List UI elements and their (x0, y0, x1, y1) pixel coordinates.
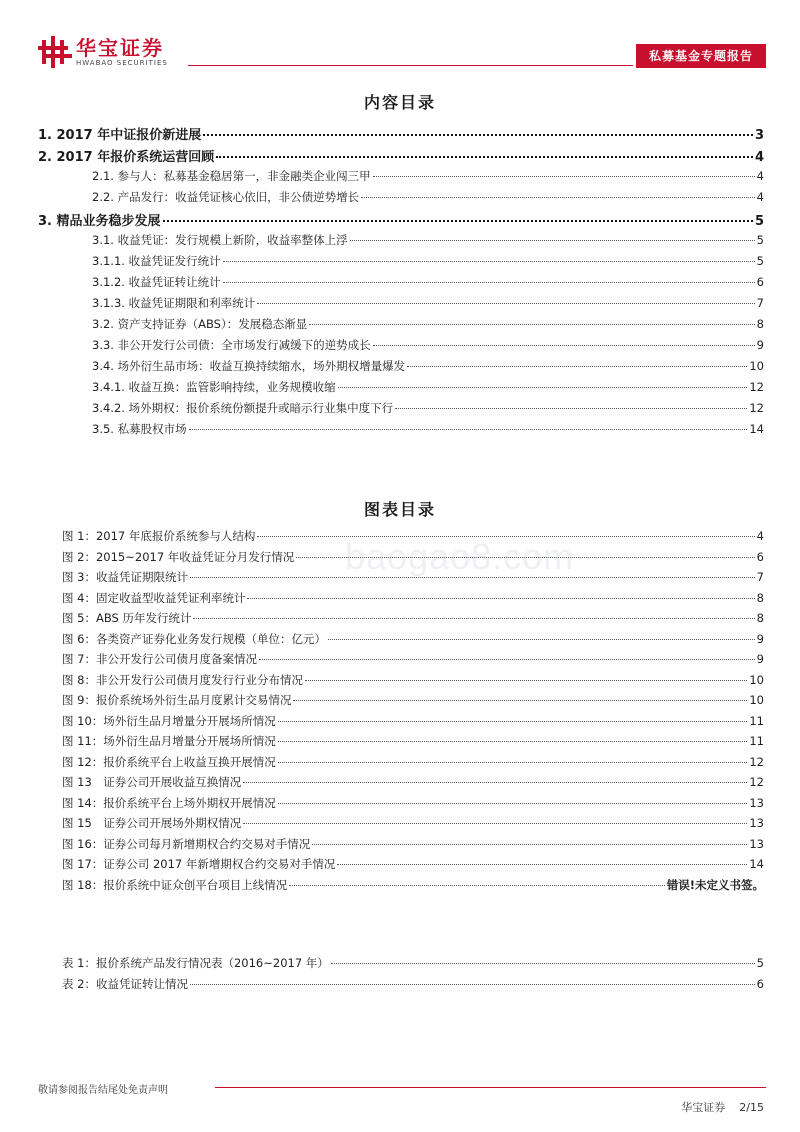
entry-page-number: 9 (756, 338, 764, 352)
entry-page-number: 12 (749, 775, 764, 789)
toc-entry[interactable] (38, 124, 764, 146)
page-header (38, 34, 766, 74)
entry-title: 3.1.3. 收益凭证期限和利率统计 (92, 296, 256, 310)
report-type-tag: 私募基金专题报告 (636, 44, 766, 68)
leader-dots (337, 863, 747, 865)
leader-dots (328, 638, 755, 640)
company-logo (38, 34, 168, 70)
figure-entry[interactable] (38, 795, 764, 816)
entry-page-number: 6 (756, 275, 764, 289)
entry-page-number: 9 (756, 631, 764, 646)
entry-page-number: 4 (756, 529, 764, 543)
entry-title: 图 7：非公开发行公司债月度备案情况 (62, 652, 257, 666)
entry-page-number: 3 (754, 128, 764, 143)
entry-page-number: 8 (756, 317, 764, 331)
entry-title: 图 2：2015~2017 年收益凭证分月发行情况 (62, 549, 295, 564)
entry-title: 3.1.1. 收益凭证发行统计 (92, 254, 221, 268)
figure-entry[interactable] (38, 651, 764, 672)
entry-page-number: 14 (749, 857, 764, 871)
leader-dots (278, 720, 748, 722)
entry-page-number: 8 (756, 611, 764, 625)
figures-title: 图表目录 (363, 500, 436, 519)
entry-page-number: 14 (749, 422, 764, 436)
leader-dots (189, 428, 748, 430)
entry-page-number: 4 (756, 190, 764, 204)
entry-title: 图 9：报价系统场外衍生品月度累计交易情况 (62, 693, 292, 707)
leader-dots (223, 281, 755, 283)
entry-page-number: 5 (754, 214, 764, 229)
entry-page-number: 5 (756, 254, 764, 268)
entry-page-number: 10 (749, 672, 764, 687)
footer-company: 华宝证券 (681, 1101, 726, 1114)
table-entry[interactable] (38, 976, 764, 997)
entry-page-number: 5 (756, 956, 764, 970)
figure-entry[interactable] (38, 713, 764, 734)
figure-entry[interactable] (38, 774, 764, 795)
entry-page-number: 13 (749, 816, 764, 830)
figure-entry[interactable] (38, 733, 764, 754)
entry-page-number: 12 (749, 754, 764, 769)
entry-title: 3.4.2. 场外期权：报价系统份额提升或暗示行业集中度下行 (92, 401, 394, 415)
entry-title: 3.4. 场外衍生品市场：收益互换持续缩水，场外期权增量爆发 (92, 359, 406, 373)
figure-entry[interactable] (38, 672, 764, 693)
leader-dots (243, 822, 747, 824)
figure-entry[interactable] (38, 856, 764, 877)
figure-entry[interactable] (38, 692, 764, 713)
leader-dots (373, 344, 755, 346)
entry-title: 表 1：报价系统产品发行情况表（2016~2017 年） (62, 956, 329, 970)
entry-title: 3.3. 非公开发行公司债：全市场发行减缓下的逆势成长 (92, 338, 371, 352)
leader-dots (312, 843, 747, 845)
entry-title: 3.4.1. 收益互换：监管影响持续，业务规模收缩 (92, 380, 336, 394)
leader-dots (395, 407, 747, 409)
leader-dots (278, 761, 748, 763)
entry-page-number: 6 (756, 549, 764, 564)
entry-title: 3.2. 资产支持证券（ABS）：发展稳态渐显 (92, 317, 308, 331)
figure-entry[interactable] (38, 815, 764, 836)
toc-entry[interactable] (38, 189, 764, 210)
entry-title: 图 15 证券公司开展场外期权情况 (62, 816, 242, 830)
figure-entry[interactable] (38, 877, 764, 898)
entry-title: 图 1：2017 年底报价系统参与人结构 (62, 529, 256, 543)
footer-divider (215, 1087, 766, 1088)
watermark: baogao8.com (345, 536, 575, 577)
entry-title: 图 12：报价系统平台上收益互换开展情况 (62, 754, 276, 769)
leader-dots (163, 219, 753, 222)
entry-title: 2.2. 产品发行：收益凭证核心依旧，非公债逆势增长 (92, 190, 360, 204)
leader-dots (407, 365, 747, 367)
figure-entry[interactable] (38, 836, 764, 857)
contents-list (38, 124, 764, 442)
entry-title: 图 10：场外衍生品月增量分开展场所情况 (62, 713, 276, 728)
leader-dots (190, 983, 755, 985)
entry-title: 图 3：收益凭证期限统计 (62, 570, 188, 584)
entry-page-number: 12 (749, 401, 764, 415)
entry-title: 2. 2017 年报价系统运营回顾 (38, 150, 215, 165)
hwabao-logo-icon (38, 36, 72, 68)
entry-page-number: 13 (749, 836, 764, 851)
toc-entry[interactable] (38, 274, 764, 295)
entry-title: 3.1. 收益凭证：发行规模上新阶，收益率整体上浮 (92, 233, 348, 247)
leader-dots (293, 699, 747, 701)
entry-page-number: 4 (754, 150, 764, 165)
figure-entry[interactable] (38, 610, 764, 631)
entry-title: 图 4：固定收益型收益凭证利率统计 (62, 590, 246, 605)
entry-page-number: 错误!未定义书签。 (666, 877, 764, 892)
leader-dots (338, 386, 748, 388)
toc-entry[interactable] (38, 146, 764, 168)
leader-dots (305, 679, 747, 681)
entry-title: 1. 2017 年中证报价新进展 (38, 128, 202, 143)
entry-page-number: 12 (749, 380, 764, 394)
entry-title: 图 18：报价系统中证众创平台项目上线情况 (62, 877, 288, 892)
toc-entry[interactable] (38, 379, 764, 400)
entry-title: 2.1. 参与人：私募基金稳居第一，非金融类企业闯三甲 (92, 169, 371, 183)
tables-list (38, 955, 764, 996)
entry-page-number: 4 (756, 169, 764, 183)
entry-title: 图 14：报价系统平台上场外期权开展情况 (62, 795, 276, 810)
leader-dots (361, 196, 755, 198)
entry-title: 表 2：收益凭证转让情况 (62, 976, 188, 991)
leader-dots (278, 740, 748, 742)
contents-title: 内容目录 (363, 93, 436, 112)
entry-page-number: 11 (749, 713, 764, 728)
leader-dots (243, 781, 747, 783)
table-entry[interactable] (38, 955, 764, 976)
header-divider (188, 65, 633, 66)
entry-title: 3. 精品业务稳步发展 (38, 214, 161, 229)
figures-list (38, 528, 764, 897)
footer-info (681, 1099, 764, 1115)
leader-dots (350, 239, 755, 241)
entry-page-number: 9 (756, 652, 764, 666)
leader-dots (247, 597, 754, 599)
leader-dots (331, 962, 755, 964)
leader-dots (223, 260, 755, 262)
leader-dots (257, 302, 755, 304)
entry-title: 3.5. 私募股权市场 (92, 422, 187, 436)
leader-dots (193, 617, 754, 619)
entry-page-number: 7 (756, 570, 764, 584)
footer-disclaimer: 敬请参阅报告结尾处免责声明 (38, 1085, 168, 1096)
leader-dots (278, 802, 748, 804)
toc-entry[interactable] (38, 358, 764, 379)
entry-title: 图 11：场外衍生品月增量分开展场所情况 (62, 734, 276, 748)
entry-title: 图 16：证券公司每月新增期权合约交易对手情况 (62, 836, 311, 851)
entry-page-number: 11 (749, 734, 764, 748)
entry-page-number: 8 (756, 590, 764, 605)
entry-title: 图 17：证券公司 2017 年新增期权合约交易对手情况 (62, 857, 336, 871)
toc-entry[interactable] (38, 253, 764, 274)
toc-entry[interactable] (38, 168, 764, 189)
entry-page-number: 6 (756, 976, 764, 991)
toc-entry[interactable] (38, 295, 764, 316)
entry-page-number: 10 (749, 693, 764, 707)
entry-title: 图 8：非公开发行公司债月度发行行业分布情况 (62, 672, 303, 687)
leader-dots (216, 155, 753, 158)
figure-entry[interactable] (38, 590, 764, 611)
figure-entry[interactable] (38, 754, 764, 775)
toc-entry[interactable] (38, 210, 764, 232)
entry-page-number: 13 (749, 795, 764, 810)
leader-dots (373, 175, 755, 177)
entry-title: 图 13 证券公司开展收益互换情况 (62, 775, 242, 789)
leader-dots (309, 323, 754, 325)
logo-chinese-name: 华宝证券 (76, 35, 164, 60)
entry-page-number: 7 (756, 296, 764, 310)
entry-page-number: 10 (749, 359, 764, 373)
toc-entry[interactable] (38, 421, 764, 442)
figure-entry[interactable] (38, 631, 764, 652)
leader-dots (259, 658, 755, 660)
toc-entry[interactable] (38, 232, 764, 253)
toc-entry[interactable] (38, 316, 764, 337)
entry-title: 图 6：各类资产证券化业务发行规模（单位：亿元） (62, 631, 326, 646)
page-number: 2/15 (739, 1101, 764, 1114)
leader-dots (203, 133, 753, 136)
entry-page-number: 5 (756, 233, 764, 247)
entry-title: 3.1.2. 收益凭证转让统计 (92, 275, 221, 289)
logo-english-name: HWABAO SECURITIES (76, 58, 168, 67)
leader-dots (289, 884, 664, 886)
toc-entry[interactable] (38, 400, 764, 421)
entry-title: 图 5：ABS 历年发行统计 (62, 611, 192, 625)
toc-entry[interactable] (38, 337, 764, 358)
